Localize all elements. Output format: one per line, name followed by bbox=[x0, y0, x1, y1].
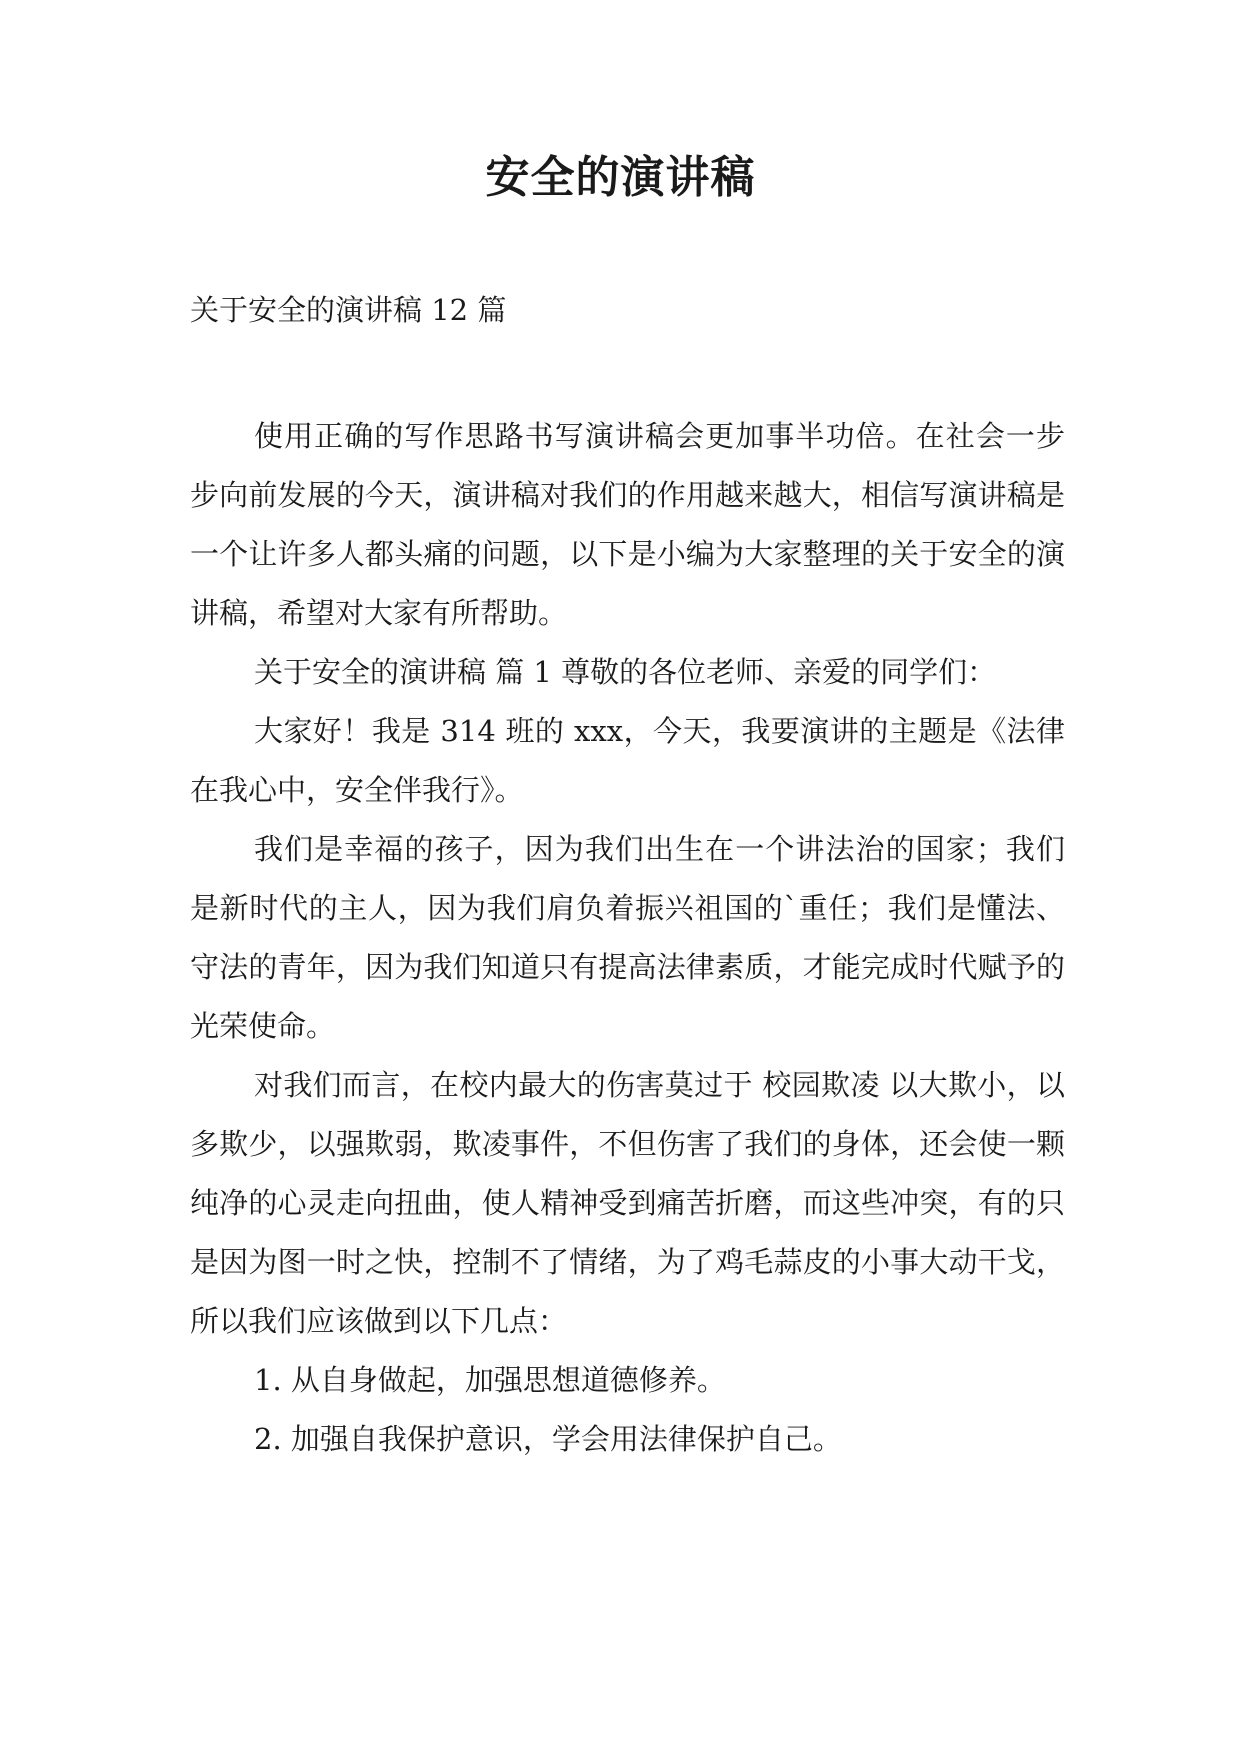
list-item-1: 1. 从自身做起，加强思想道德修养。 bbox=[254, 1363, 726, 1397]
paragraph-greeting: 大家好！我是 314 班的 xxx，今天，我要演讲的主题是《法律在我心中，安全伴我行》。 bbox=[190, 714, 1065, 807]
document-body bbox=[190, 407, 1065, 1469]
paragraph-we-are: 我们是幸福的孩子，因为我们出生在一个讲法治的国家；我们是新时代的主人，因为我们肩负着振兴祖国的`重任；我们是懂法、守法的青年，因为我们知道只有提高法律素质，才能完成时代赋予的光荣使命。 bbox=[190, 832, 1065, 1043]
paragraph-bullying: 对我们而言，在校内最大的伤害莫过于 校园欺凌 以大欺小，以多欺少，以强欺弱，欺凌事件，不但伤害了我们的身体，还会使一颗纯净的心灵走向扭曲，使人精神受到痛苦折磨，而这些冲突，有的只是因为图一时之快，控制不了情绪，为了鸡毛蒜皮的小事大动干戈，所以我们应该做到以下几点： bbox=[190, 1068, 1065, 1338]
paragraph-intro: 使用正确的写作思路书写演讲稿会更加事半功倍。在社会一步步向前发展的今天，演讲稿对我们的作用越来越大，相信写演讲稿是一个让许多人都头痛的问题，以下是小编为大家整理的关于安全的演讲稿，希望对大家有所帮助。 bbox=[190, 419, 1065, 630]
paragraph-speech-heading: 关于安全的演讲稿 篇 1 尊敬的各位老师、亲爱的同学们： bbox=[254, 655, 997, 689]
list-item-2: 2. 加强自我保护意识，学会用法律保护自己。 bbox=[254, 1422, 842, 1456]
document-subtitle: 关于安全的演讲稿 12 篇 bbox=[190, 293, 507, 327]
document-title: 安全的演讲稿 bbox=[485, 152, 756, 203]
